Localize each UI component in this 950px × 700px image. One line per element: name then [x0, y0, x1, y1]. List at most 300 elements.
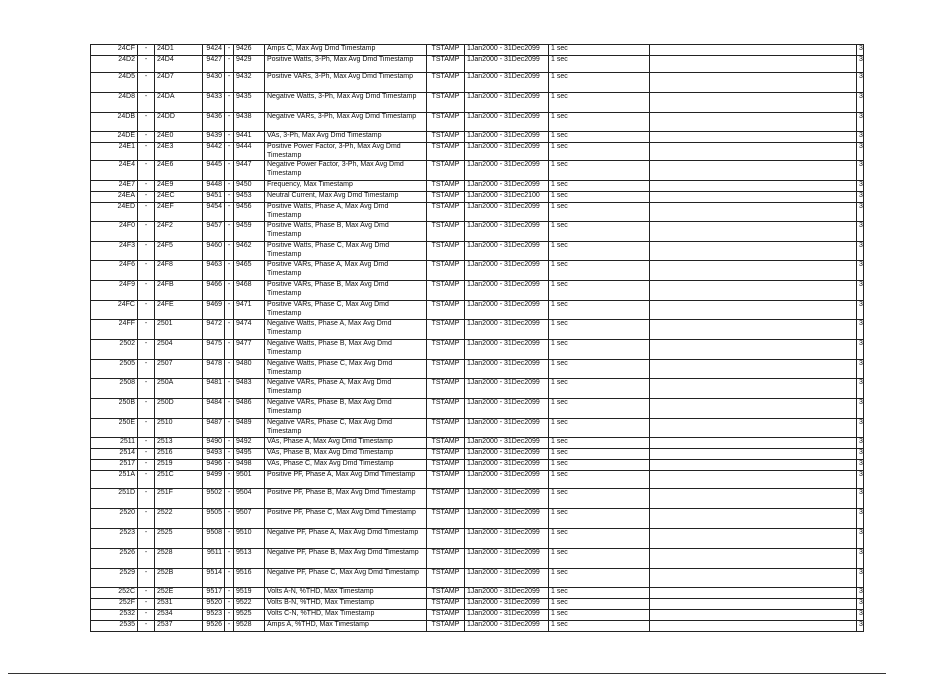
hex-dash-cell: - — [138, 301, 155, 320]
dec-dash-cell: - — [225, 192, 234, 203]
hex-start-cell: 252F — [91, 599, 138, 610]
hex-start-cell: 2508 — [91, 379, 138, 399]
notes-cell — [650, 301, 857, 320]
hex-end-cell: 24F8 — [155, 261, 203, 281]
hex-dash-cell: - — [138, 132, 155, 143]
dec-dash-cell: - — [225, 320, 234, 340]
count-cell: 3 — [857, 45, 864, 56]
hex-end-cell: 252E — [155, 588, 203, 599]
hex-start-cell: 252C — [91, 588, 138, 599]
table-row — [91, 340, 864, 360]
dec-dash-cell: - — [225, 242, 234, 261]
notes-cell — [650, 340, 857, 360]
count-cell: 3 — [857, 281, 864, 301]
resolution-cell: 1 sec — [549, 181, 650, 192]
resolution-cell: 1 sec — [549, 610, 650, 621]
dec-start-cell: 9526 — [203, 621, 225, 632]
dec-end-cell: 9432 — [234, 73, 265, 93]
table-row — [91, 460, 864, 471]
resolution-cell: 1 sec — [549, 399, 650, 419]
format-cell: TSTAMP — [427, 449, 465, 460]
notes-cell — [650, 192, 857, 203]
dec-dash-cell: - — [225, 489, 234, 509]
hex-dash-cell: - — [138, 93, 155, 113]
dec-end-cell: 9507 — [234, 509, 265, 529]
dec-start-cell: 9469 — [203, 301, 225, 320]
notes-cell — [650, 588, 857, 599]
table-row — [91, 529, 864, 549]
range-cell: 1Jan2000 - 31Dec2099 — [465, 379, 549, 399]
dec-dash-cell: - — [225, 621, 234, 632]
hex-start-cell: 2517 — [91, 460, 138, 471]
hex-start-cell: 24D5 — [91, 73, 138, 93]
dec-start-cell: 9481 — [203, 379, 225, 399]
dec-start-cell: 9454 — [203, 203, 225, 222]
dec-end-cell: 9429 — [234, 56, 265, 73]
dec-end-cell: 9462 — [234, 242, 265, 261]
dec-start-cell: 9457 — [203, 222, 225, 242]
format-cell: TSTAMP — [427, 621, 465, 632]
description-cell: Volts C-N, %THD, Max Timestamp — [265, 610, 427, 621]
table-row — [91, 56, 864, 73]
dec-dash-cell: - — [225, 222, 234, 242]
dec-dash-cell: - — [225, 449, 234, 460]
range-cell: 1Jan2000 - 31Dec2099 — [465, 45, 549, 56]
range-cell: 1Jan2000 - 31Dec2099 — [465, 471, 549, 489]
range-cell: 1Jan2000 - 31Dec2099 — [465, 143, 549, 161]
dec-start-cell: 9490 — [203, 438, 225, 449]
hex-start-cell: 251D — [91, 489, 138, 509]
hex-dash-cell: - — [138, 161, 155, 181]
resolution-cell: 1 sec — [549, 471, 650, 489]
hex-dash-cell: - — [138, 529, 155, 549]
dec-end-cell: 9435 — [234, 93, 265, 113]
table-row — [91, 181, 864, 192]
description-cell: Neutral Current, Max Avg Dmd Timestamp — [265, 192, 427, 203]
count-cell: 3 — [857, 261, 864, 281]
dec-end-cell: 9438 — [234, 113, 265, 132]
dec-end-cell: 9477 — [234, 340, 265, 360]
table-row — [91, 320, 864, 340]
count-cell: 3 — [857, 438, 864, 449]
dec-end-cell: 9471 — [234, 301, 265, 320]
hex-start-cell: 24DB — [91, 113, 138, 132]
dec-end-cell: 9498 — [234, 460, 265, 471]
notes-cell — [650, 261, 857, 281]
count-cell: 3 — [857, 56, 864, 73]
count-cell: 3 — [857, 360, 864, 379]
hex-dash-cell: - — [138, 56, 155, 73]
count-cell: 3 — [857, 161, 864, 181]
description-cell: Negative Watts, Phase A, Max Avg Dmd Timestamp — [265, 320, 427, 340]
range-cell: 1Jan2000 - 31Dec2099 — [465, 203, 549, 222]
hex-end-cell: 2507 — [155, 360, 203, 379]
table-row — [91, 379, 864, 399]
format-cell: TSTAMP — [427, 320, 465, 340]
format-cell: TSTAMP — [427, 161, 465, 181]
resolution-cell: 1 sec — [549, 113, 650, 132]
format-cell: TSTAMP — [427, 73, 465, 93]
hex-dash-cell: - — [138, 509, 155, 529]
dec-end-cell: 9468 — [234, 281, 265, 301]
dec-dash-cell: - — [225, 73, 234, 93]
count-cell: 3 — [857, 320, 864, 340]
hex-dash-cell: - — [138, 419, 155, 438]
hex-start-cell: 2535 — [91, 621, 138, 632]
description-cell: Positive Watts, 3-Ph, Max Avg Dmd Timestamp — [265, 56, 427, 73]
table-row — [91, 509, 864, 529]
format-cell: TSTAMP — [427, 192, 465, 203]
table-row — [91, 192, 864, 203]
dec-start-cell: 9442 — [203, 143, 225, 161]
format-cell: TSTAMP — [427, 588, 465, 599]
resolution-cell: 1 sec — [549, 132, 650, 143]
hex-start-cell: 2505 — [91, 360, 138, 379]
range-cell: 1Jan2000 - 31Dec2099 — [465, 569, 549, 588]
notes-cell — [650, 242, 857, 261]
dec-start-cell: 9511 — [203, 549, 225, 569]
format-cell: TSTAMP — [427, 113, 465, 132]
format-cell: TSTAMP — [427, 360, 465, 379]
description-cell: Negative VARs, Phase A, Max Avg Dmd Timestamp — [265, 379, 427, 399]
notes-cell — [650, 143, 857, 161]
dec-dash-cell: - — [225, 610, 234, 621]
dec-end-cell: 9525 — [234, 610, 265, 621]
count-cell: 3 — [857, 203, 864, 222]
notes-cell — [650, 73, 857, 93]
range-cell: 1Jan2000 - 31Dec2099 — [465, 599, 549, 610]
description-cell: Positive VARs, Phase B, Max Avg Dmd Timestamp — [265, 281, 427, 301]
notes-cell — [650, 599, 857, 610]
table-row — [91, 301, 864, 320]
dec-end-cell: 9516 — [234, 569, 265, 588]
description-cell: Positive VARs, Phase C, Max Avg Dmd Timestamp — [265, 301, 427, 320]
count-cell: 3 — [857, 419, 864, 438]
hex-dash-cell: - — [138, 320, 155, 340]
dec-start-cell: 9451 — [203, 192, 225, 203]
dec-start-cell: 9514 — [203, 569, 225, 588]
dec-end-cell: 9450 — [234, 181, 265, 192]
dec-dash-cell: - — [225, 379, 234, 399]
count-cell: 3 — [857, 610, 864, 621]
description-cell: Positive Watts, Phase B, Max Avg Dmd Timestamp — [265, 222, 427, 242]
format-cell: TSTAMP — [427, 471, 465, 489]
resolution-cell: 1 sec — [549, 281, 650, 301]
dec-end-cell: 9519 — [234, 588, 265, 599]
description-cell: Positive PF, Phase B, Max Avg Dmd Timestamp — [265, 489, 427, 509]
hex-dash-cell: - — [138, 281, 155, 301]
hex-start-cell: 24F9 — [91, 281, 138, 301]
hex-dash-cell: - — [138, 242, 155, 261]
table-row — [91, 261, 864, 281]
notes-cell — [650, 320, 857, 340]
count-cell: 3 — [857, 242, 864, 261]
count-cell: 3 — [857, 599, 864, 610]
count-cell: 3 — [857, 460, 864, 471]
resolution-cell: 1 sec — [549, 301, 650, 320]
hex-end-cell: 24DD — [155, 113, 203, 132]
dec-end-cell: 9474 — [234, 320, 265, 340]
format-cell: TSTAMP — [427, 399, 465, 419]
description-cell: Positive VARs, Phase A, Max Avg Dmd Timestamp — [265, 261, 427, 281]
dec-start-cell: 9427 — [203, 56, 225, 73]
hex-end-cell: 2501 — [155, 320, 203, 340]
dec-start-cell: 9466 — [203, 281, 225, 301]
notes-cell — [650, 471, 857, 489]
resolution-cell: 1 sec — [549, 460, 650, 471]
format-cell: TSTAMP — [427, 301, 465, 320]
notes-cell — [650, 460, 857, 471]
range-cell: 1Jan2000 - 31Dec2099 — [465, 509, 549, 529]
dec-dash-cell: - — [225, 93, 234, 113]
hex-end-cell: 24E0 — [155, 132, 203, 143]
dec-start-cell: 9433 — [203, 93, 225, 113]
dec-dash-cell: - — [225, 460, 234, 471]
dec-dash-cell: - — [225, 45, 234, 56]
hex-dash-cell: - — [138, 379, 155, 399]
table-row — [91, 113, 864, 132]
dec-dash-cell: - — [225, 529, 234, 549]
range-cell: 1Jan2000 - 31Dec2099 — [465, 242, 549, 261]
hex-dash-cell: - — [138, 181, 155, 192]
notes-cell — [650, 203, 857, 222]
dec-end-cell: 9480 — [234, 360, 265, 379]
dec-dash-cell: - — [225, 360, 234, 379]
dec-dash-cell: - — [225, 261, 234, 281]
hex-start-cell: 24FC — [91, 301, 138, 320]
dec-end-cell: 9486 — [234, 399, 265, 419]
table-row — [91, 569, 864, 588]
hex-end-cell: 24F5 — [155, 242, 203, 261]
resolution-cell: 1 sec — [549, 192, 650, 203]
dec-end-cell: 9444 — [234, 143, 265, 161]
table-row — [91, 399, 864, 419]
description-cell: Negative VARs, Phase C, Max Avg Dmd Timestamp — [265, 419, 427, 438]
hex-dash-cell: - — [138, 261, 155, 281]
range-cell: 1Jan2000 - 31Dec2099 — [465, 610, 549, 621]
notes-cell — [650, 449, 857, 460]
dec-dash-cell: - — [225, 56, 234, 73]
dec-dash-cell: - — [225, 281, 234, 301]
format-cell: TSTAMP — [427, 281, 465, 301]
count-cell: 3 — [857, 73, 864, 93]
hex-start-cell: 250E — [91, 419, 138, 438]
range-cell: 1Jan2000 - 31Dec2099 — [465, 73, 549, 93]
range-cell: 1Jan2000 - 31Dec2099 — [465, 460, 549, 471]
dec-start-cell: 9424 — [203, 45, 225, 56]
dec-start-cell: 9430 — [203, 73, 225, 93]
hex-end-cell: 24DA — [155, 93, 203, 113]
hex-start-cell: 24E1 — [91, 143, 138, 161]
count-cell: 3 — [857, 549, 864, 569]
range-cell: 1Jan2000 - 31Dec2099 — [465, 56, 549, 73]
dec-end-cell: 9456 — [234, 203, 265, 222]
resolution-cell: 1 sec — [549, 143, 650, 161]
hex-start-cell: 24F3 — [91, 242, 138, 261]
hex-dash-cell: - — [138, 45, 155, 56]
dec-end-cell: 9465 — [234, 261, 265, 281]
count-cell: 3 — [857, 379, 864, 399]
hex-dash-cell: - — [138, 399, 155, 419]
hex-end-cell: 24FB — [155, 281, 203, 301]
range-cell: 1Jan2000 - 31Dec2099 — [465, 419, 549, 438]
resolution-cell: 1 sec — [549, 621, 650, 632]
table-row — [91, 599, 864, 610]
format-cell: TSTAMP — [427, 509, 465, 529]
dec-end-cell: 9441 — [234, 132, 265, 143]
notes-cell — [650, 509, 857, 529]
hex-end-cell: 2537 — [155, 621, 203, 632]
notes-cell — [650, 610, 857, 621]
description-cell: Positive VARs, 3-Ph, Max Avg Dmd Timestamp — [265, 73, 427, 93]
description-cell: VAs, Phase A, Max Avg Dmd Timestamp — [265, 438, 427, 449]
resolution-cell: 1 sec — [549, 203, 650, 222]
dec-start-cell: 9505 — [203, 509, 225, 529]
resolution-cell: 1 sec — [549, 56, 650, 73]
dec-start-cell: 9493 — [203, 449, 225, 460]
table-row — [91, 281, 864, 301]
hex-start-cell: 2526 — [91, 549, 138, 569]
format-cell: TSTAMP — [427, 242, 465, 261]
format-cell: TSTAMP — [427, 222, 465, 242]
dec-start-cell: 9496 — [203, 460, 225, 471]
table-row — [91, 203, 864, 222]
range-cell: 1Jan2000 - 31Dec2099 — [465, 320, 549, 340]
range-cell: 1Jan2000 - 31Dec2099 — [465, 449, 549, 460]
hex-start-cell: 24F6 — [91, 261, 138, 281]
dec-start-cell: 9517 — [203, 588, 225, 599]
dec-dash-cell: - — [225, 599, 234, 610]
description-cell: Negative PF, Phase B, Max Avg Dmd Timestamp — [265, 549, 427, 569]
dec-start-cell: 9439 — [203, 132, 225, 143]
range-cell: 1Jan2000 - 31Dec2099 — [465, 529, 549, 549]
format-cell: TSTAMP — [427, 261, 465, 281]
description-cell: Positive PF, Phase A, Max Avg Dmd Timestamp — [265, 471, 427, 489]
table-body — [91, 45, 864, 632]
hex-end-cell: 2525 — [155, 529, 203, 549]
notes-cell — [650, 222, 857, 242]
dec-dash-cell: - — [225, 509, 234, 529]
dec-start-cell: 9448 — [203, 181, 225, 192]
format-cell: TSTAMP — [427, 529, 465, 549]
dec-dash-cell: - — [225, 399, 234, 419]
dec-start-cell: 9472 — [203, 320, 225, 340]
description-cell: VAs, 3-Ph, Max Avg Dmd Timestamp — [265, 132, 427, 143]
resolution-cell: 1 sec — [549, 93, 650, 113]
resolution-cell: 1 sec — [549, 449, 650, 460]
notes-cell — [650, 438, 857, 449]
format-cell: TSTAMP — [427, 93, 465, 113]
dec-dash-cell: - — [225, 181, 234, 192]
description-cell: Negative Watts, Phase C, Max Avg Dmd Timestamp — [265, 360, 427, 379]
table-row — [91, 621, 864, 632]
dec-end-cell: 9447 — [234, 161, 265, 181]
hex-end-cell: 24D1 — [155, 45, 203, 56]
dec-end-cell: 9459 — [234, 222, 265, 242]
dec-start-cell: 9478 — [203, 360, 225, 379]
hex-end-cell: 252B — [155, 569, 203, 588]
range-cell: 1Jan2000 - 31Dec2099 — [465, 588, 549, 599]
hex-start-cell: 24D2 — [91, 56, 138, 73]
hex-end-cell: 24E6 — [155, 161, 203, 181]
notes-cell — [650, 45, 857, 56]
notes-cell — [650, 132, 857, 143]
range-cell: 1Jan2000 - 31Dec2099 — [465, 438, 549, 449]
resolution-cell: 1 sec — [549, 222, 650, 242]
dec-dash-cell: - — [225, 588, 234, 599]
dec-end-cell: 9453 — [234, 192, 265, 203]
format-cell: TSTAMP — [427, 569, 465, 588]
table-row — [91, 549, 864, 569]
register-map-table — [90, 44, 864, 632]
description-cell: Negative PF, Phase C, Max Avg Dmd Timestamp — [265, 569, 427, 588]
table-row — [91, 45, 864, 56]
hex-dash-cell: - — [138, 569, 155, 588]
dec-start-cell: 9475 — [203, 340, 225, 360]
description-cell: Positive Watts, Phase A, Max Avg Dmd Timestamp — [265, 203, 427, 222]
hex-start-cell: 2532 — [91, 610, 138, 621]
hex-dash-cell: - — [138, 588, 155, 599]
count-cell: 3 — [857, 301, 864, 320]
hex-dash-cell: - — [138, 599, 155, 610]
count-cell: 3 — [857, 93, 864, 113]
resolution-cell: 1 sec — [549, 549, 650, 569]
hex-end-cell: 2528 — [155, 549, 203, 569]
format-cell: TSTAMP — [427, 549, 465, 569]
hex-end-cell: 2510 — [155, 419, 203, 438]
format-cell: TSTAMP — [427, 340, 465, 360]
dec-start-cell: 9460 — [203, 242, 225, 261]
hex-end-cell: 24EC — [155, 192, 203, 203]
description-cell: Negative VARs, Phase B, Max Avg Dmd Timestamp — [265, 399, 427, 419]
dec-start-cell: 9520 — [203, 599, 225, 610]
range-cell: 1Jan2000 - 31Dec2099 — [465, 181, 549, 192]
hex-start-cell: 24ED — [91, 203, 138, 222]
hex-end-cell: 24E9 — [155, 181, 203, 192]
format-cell: TSTAMP — [427, 419, 465, 438]
resolution-cell: 1 sec — [549, 379, 650, 399]
hex-dash-cell: - — [138, 449, 155, 460]
hex-dash-cell: - — [138, 192, 155, 203]
dec-dash-cell: - — [225, 301, 234, 320]
resolution-cell: 1 sec — [549, 599, 650, 610]
notes-cell — [650, 56, 857, 73]
hex-start-cell: 2523 — [91, 529, 138, 549]
resolution-cell: 1 sec — [549, 242, 650, 261]
resolution-cell: 1 sec — [549, 529, 650, 549]
description-cell: Frequency, Max Timestamp — [265, 181, 427, 192]
dec-dash-cell: - — [225, 569, 234, 588]
count-cell: 3 — [857, 399, 864, 419]
count-cell: 3 — [857, 489, 864, 509]
count-cell: 3 — [857, 132, 864, 143]
count-cell: 3 — [857, 529, 864, 549]
resolution-cell: 1 sec — [549, 161, 650, 181]
hex-start-cell: 24E4 — [91, 161, 138, 181]
count-cell: 3 — [857, 222, 864, 242]
format-cell: TSTAMP — [427, 460, 465, 471]
range-cell: 1Jan2000 - 31Dec2099 — [465, 281, 549, 301]
table-row — [91, 161, 864, 181]
format-cell: TSTAMP — [427, 203, 465, 222]
description-cell: Negative Watts, Phase B, Max Avg Dmd Timestamp — [265, 340, 427, 360]
hex-dash-cell: - — [138, 73, 155, 93]
range-cell: 1Jan2000 - 31Dec2099 — [465, 93, 549, 113]
dec-dash-cell: - — [225, 471, 234, 489]
hex-start-cell: 24DE — [91, 132, 138, 143]
hex-end-cell: 2513 — [155, 438, 203, 449]
count-cell: 3 — [857, 569, 864, 588]
